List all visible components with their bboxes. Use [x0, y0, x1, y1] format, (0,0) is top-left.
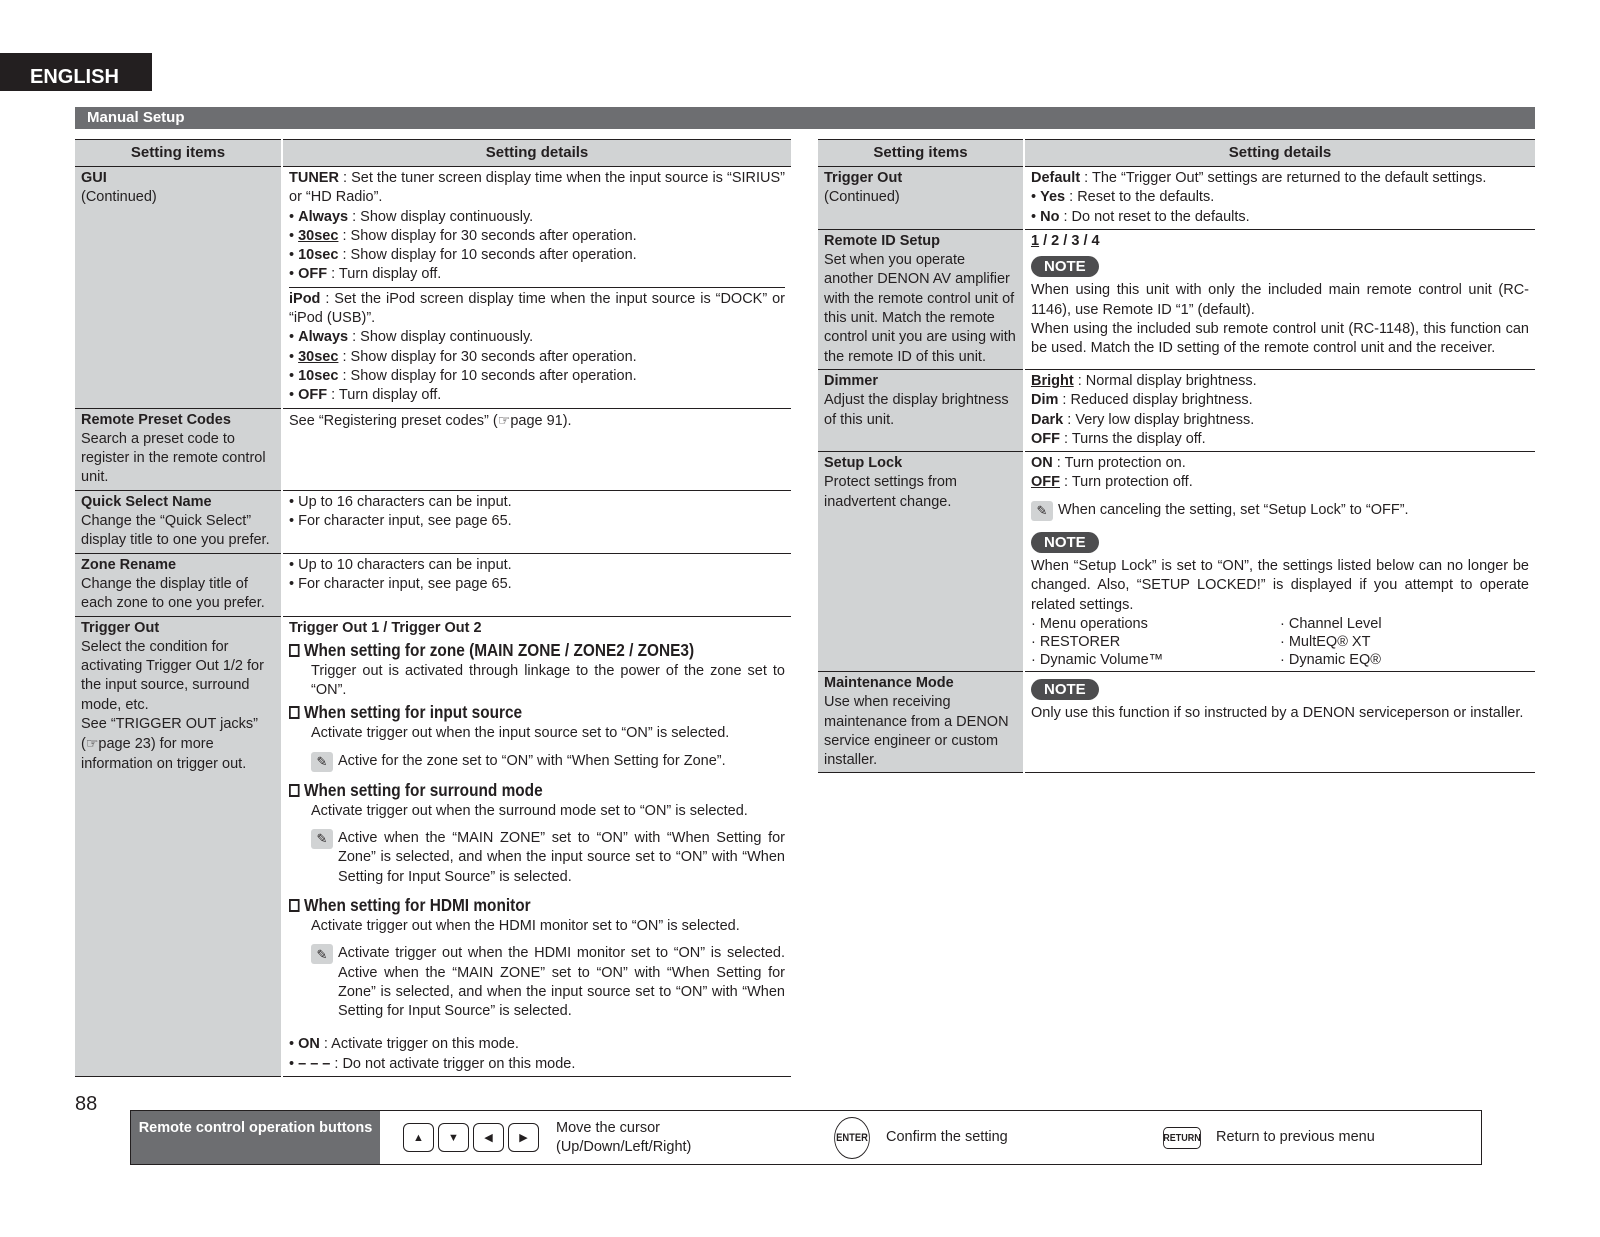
- option-on: • ON : Activate trigger on this mode.: [289, 1036, 519, 1053]
- details-zone-rename: [282, 553, 791, 616]
- note-text: Only use this function if so instructed by a DENON serviceperson or installer.: [1031, 705, 1524, 722]
- item-title: Maintenance Mode: [824, 674, 954, 691]
- item-title: Remote ID Setup: [824, 232, 941, 249]
- trigger-heading: Trigger Out 1 / Trigger Out 2: [289, 619, 482, 636]
- remote-label: Remote control operation buttons: [131, 1111, 380, 1164]
- item-desc: Change the display title of each zone to one you prefer.: [81, 575, 265, 612]
- default-desc: Default : The “Trigger Out” settings are returned to the default settings.: [1031, 170, 1487, 186]
- item-trigger-out: [75, 616, 282, 1076]
- page-ref-icon: ☞: [497, 411, 511, 428]
- details-trigger-out: [282, 616, 791, 1076]
- item-desc: Select the condition for activating Trigger Out 1/2 for the input source, surround mode, etc.: [81, 638, 264, 713]
- table-row: [818, 452, 1535, 672]
- table-row: [75, 167, 791, 409]
- table-row: [75, 490, 791, 553]
- item-title: Trigger Out: [824, 170, 903, 186]
- table-row: [75, 616, 791, 1076]
- details-dimmer: [1024, 369, 1535, 451]
- item-subtitle: (Continued): [824, 189, 900, 206]
- ipod-block: [289, 287, 785, 406]
- details-quick-select: [282, 490, 791, 553]
- option-off: OFF : Turn protection off.: [1031, 474, 1193, 491]
- item-dimmer: [818, 369, 1024, 451]
- input-heading: When setting for input source: [289, 700, 725, 724]
- option-dim: Dim : Reduced display brightness.: [1031, 392, 1253, 409]
- list-item: · Dynamic Volume™: [1031, 651, 1164, 668]
- item-title: Quick Select Name: [81, 493, 212, 510]
- item-zone-rename: [75, 553, 282, 616]
- language-tab: ENGLISH: [0, 53, 152, 91]
- section-title: Manual Setup: [75, 107, 1535, 129]
- surround-text: Activate trigger out when the surround mode set to “ON” is selected.: [311, 802, 748, 819]
- pencil-icon: ✎: [311, 752, 333, 772]
- col-header-details: Setting details: [1024, 140, 1535, 167]
- option-always: • Always : Show display continuously.: [289, 329, 534, 346]
- item-title: Dimmer: [824, 372, 878, 389]
- surround-heading: When setting for surround mode: [289, 778, 725, 802]
- confirm-text: Confirm the setting: [886, 1129, 1008, 1145]
- pencil-icon: ✎: [311, 944, 333, 964]
- enter-button-icon: ENTER: [834, 1117, 870, 1159]
- item-desc: Search a preset code to register in the remote control unit.: [81, 430, 266, 486]
- table-row: [75, 553, 791, 616]
- hdmi-memo: ✎ Activate trigger out when the HDMI monitor set to “ON” is selected. Active when the “MAIN ZONE” set to “ON” with “When Setting for Zone” is selected, and when the input source set to “ON” with “When Setting for Input Source” is selected.: [311, 944, 785, 1021]
- note-badge: NOTE: [1031, 679, 1099, 700]
- item-remote-preset: [75, 408, 282, 490]
- option-30sec: • 30sec : Show display for 30 seconds after operation.: [289, 348, 637, 365]
- input-memo: ✎ Active for the zone set to “ON” with “When Setting for Zone”.: [311, 752, 785, 772]
- list-item: · Channel Level: [1280, 615, 1382, 632]
- locked-settings-list: [1031, 615, 1529, 669]
- details-remote-preset: See “Registering preset codes” (☞page 91).: [282, 408, 791, 490]
- page-ref-icon: ☞: [85, 735, 99, 752]
- item-maintenance: [818, 671, 1024, 772]
- item-gui: [75, 167, 282, 409]
- note-text: When “Setup Lock” is set to “ON”, the settings listed below can no longer be changed. Also, “SETUP LOCKED!” is displayed if you attempt to operate related settings.: [1031, 558, 1529, 613]
- detail-line: • For character input, see page 65.: [289, 575, 512, 592]
- item-desc: Use when receiving maintenance from a DENON service engineer or custom installer.: [824, 694, 1009, 769]
- details-trigger-out-continued: [1024, 167, 1535, 230]
- checkbox-icon: [289, 899, 300, 912]
- return-text: Return to previous menu: [1216, 1129, 1375, 1145]
- note-text: When using this unit with only the included main remote control unit (RC-1146), use Remote ID “1” (default).: [1031, 282, 1529, 318]
- zone-text: Trigger out is activated through linkage to the power of the zone set to “ON”.: [311, 662, 785, 699]
- cursor-buttons: [403, 1123, 539, 1152]
- item-title: GUI: [81, 170, 107, 186]
- detail-line: • For character input, see page 65.: [289, 513, 512, 530]
- details-gui: [282, 167, 791, 409]
- table-row: [818, 369, 1535, 451]
- option-no: • No : Do not reset to the defaults.: [1031, 208, 1250, 225]
- details-maintenance: [1024, 671, 1535, 772]
- option-bright: Bright : Normal display brightness.: [1031, 372, 1257, 389]
- list-item: · Dynamic EQ®: [1280, 651, 1381, 668]
- zone-heading: When setting for zone (MAIN ZONE / ZONE2 / ZONE3): [289, 638, 725, 662]
- pencil-icon: ✎: [1031, 501, 1053, 521]
- return-button-icon: RETURN: [1163, 1127, 1201, 1149]
- item-title: Remote Preset Codes: [81, 411, 231, 428]
- item-desc: Set when you operate another DENON AV amplifier with the remote control unit of this unit. Match the remote control unit you are using with the remote ID of this unit.: [824, 252, 1016, 365]
- col-header-details: Setting details: [282, 140, 791, 167]
- item-see: See “TRIGGER OUT jacks” (☞page 23) for more information on trigger out.: [81, 716, 258, 772]
- option-always: • Always : Show display continuously.: [289, 208, 534, 225]
- option-off: OFF : Turns the display off.: [1031, 430, 1206, 447]
- item-title: Trigger Out: [81, 619, 160, 636]
- page-number: 88: [75, 1093, 98, 1115]
- item-title: Setup Lock: [824, 455, 903, 472]
- right-settings-table: [818, 139, 1535, 773]
- item-trigger-out-continued: [818, 167, 1024, 230]
- item-subtitle: (Continued): [81, 189, 157, 206]
- up-arrow-icon: ▲: [403, 1123, 434, 1152]
- table-row: [818, 167, 1535, 230]
- pencil-icon: ✎: [311, 829, 333, 849]
- checkbox-icon: [289, 706, 300, 719]
- remote-buttons-legend: [130, 1110, 1482, 1165]
- down-arrow-icon: ▼: [438, 1123, 469, 1152]
- table-row: [75, 408, 791, 490]
- option-30sec: • 30sec : Show display for 30 seconds after operation.: [289, 227, 637, 244]
- surround-memo: ✎ Active when the “MAIN ZONE” set to “ON” with “When Setting for Zone” is selected, and when the input source set to “ON” with “When Setting for Input Source” is selected.: [311, 829, 785, 887]
- col-header-items: Setting items: [75, 140, 282, 167]
- option-on: ON : Turn protection on.: [1031, 455, 1186, 472]
- ipod-desc: iPod : Set the iPod screen display time when the input source is “DOCK” or “iPod (USB)”.: [289, 290, 785, 327]
- hdmi-heading: When setting for HDMI monitor: [289, 893, 725, 917]
- detail-line: • Up to 10 characters can be input.: [289, 556, 512, 573]
- option-yes: • Yes : Reset to the defaults.: [1031, 189, 1215, 206]
- option-10sec: • 10sec : Show display for 10 seconds after operation.: [289, 247, 637, 264]
- item-desc: Change the “Quick Select” display title to one you prefer.: [81, 513, 270, 549]
- list-item: · MultEQ® XT: [1280, 633, 1371, 650]
- hdmi-text: Activate trigger out when the HDMI monitor set to “ON” is selected.: [311, 917, 740, 934]
- item-quick-select: [75, 490, 282, 553]
- note-text: When using the included sub remote control unit (RC-1148), this function can be used. Match the ID setting of the remote control unit and the receiver.: [1031, 321, 1529, 357]
- option-dark: Dark : Very low display brightness.: [1031, 411, 1255, 428]
- details-remote-id: [1024, 229, 1535, 369]
- list-item: · RESTORER: [1031, 633, 1121, 650]
- note-badge: NOTE: [1031, 532, 1099, 553]
- tuner-desc: TUNER : Set the tuner screen display time when the input source is “SIRIUS” or “HD Radio”.: [289, 170, 785, 206]
- remote-id-options: 1 / 2 / 3 / 4: [1031, 232, 1100, 249]
- list-item: · Menu operations: [1031, 615, 1148, 632]
- right-arrow-icon: ▶: [508, 1123, 539, 1152]
- item-setup-lock: [818, 452, 1024, 672]
- checkbox-icon: [289, 644, 300, 657]
- details-setup-lock: [1024, 452, 1535, 672]
- option-10sec: • 10sec : Show display for 10 seconds after operation.: [289, 367, 637, 384]
- left-settings-table: [75, 139, 791, 1077]
- move-cursor-text: Move the cursor (Up/Down/Left/Right): [556, 1120, 692, 1155]
- option-off: • OFF : Turn display off.: [289, 387, 442, 404]
- option-off: • OFF : Turn display off.: [289, 266, 442, 283]
- item-desc: Protect settings from inadvertent change.: [824, 474, 957, 510]
- option-dash: • – – – : Do not activate trigger on this mode.: [289, 1055, 576, 1072]
- note-badge: NOTE: [1031, 256, 1099, 277]
- checkbox-icon: [289, 784, 300, 797]
- item-desc: Adjust the display brightness of this unit.: [824, 392, 1009, 428]
- table-row: [818, 671, 1535, 772]
- item-remote-id: [818, 229, 1024, 369]
- col-header-items: Setting items: [818, 140, 1024, 167]
- item-title: Zone Rename: [81, 556, 177, 573]
- setup-lock-memo: ✎ When canceling the setting, set “Setup Lock” to “OFF”.: [1031, 501, 1529, 521]
- input-text: Activate trigger out when the input source set to “ON” is selected.: [311, 725, 730, 742]
- table-row: [818, 229, 1535, 369]
- left-arrow-icon: ◀: [473, 1123, 504, 1152]
- detail-line: • Up to 16 characters can be input.: [289, 493, 512, 510]
